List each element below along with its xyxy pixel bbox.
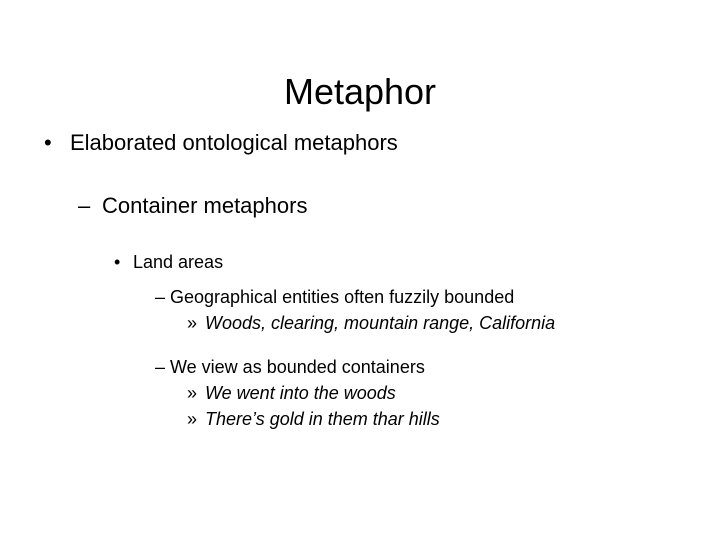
- example-text: Woods, clearing, mountain range, California: [205, 313, 556, 333]
- bullet-marker: »: [187, 409, 198, 429]
- bullet-land-areas: [114, 250, 223, 274]
- bullet-marker: »: [187, 383, 198, 403]
- bullet-marker: »: [187, 313, 198, 333]
- bullet-text: Container metaphors: [102, 193, 308, 218]
- bullet-text: Elaborated ontological metaphors: [70, 130, 398, 155]
- bullet-text: Geographical entities often fuzzily bounded: [170, 287, 515, 307]
- example-went-into-woods: [187, 381, 396, 405]
- bullet-bounded-containers: [155, 355, 425, 379]
- slide-title-text: Metaphor: [283, 71, 437, 112]
- slide-title: [0, 70, 720, 114]
- bullet-text: We view as bounded containers: [170, 357, 425, 377]
- bullet-marker: •: [44, 130, 52, 155]
- example-text: We went into the woods: [205, 383, 396, 403]
- bullet-geographical-entities: [155, 285, 514, 309]
- bullet-marker: –: [155, 357, 166, 377]
- bullet-marker: –: [78, 193, 91, 218]
- example-text: There’s gold in them thar hills: [205, 409, 440, 429]
- bullet-container-metaphors: [78, 191, 307, 221]
- example-gold-in-hills: [187, 407, 440, 431]
- bullet-marker: •: [114, 252, 121, 272]
- bullet-text: Land areas: [133, 252, 224, 272]
- bullet-elaborated-ontological-metaphors: [44, 128, 398, 158]
- example-woods-clearing: [187, 311, 555, 335]
- bullet-marker: –: [155, 287, 166, 307]
